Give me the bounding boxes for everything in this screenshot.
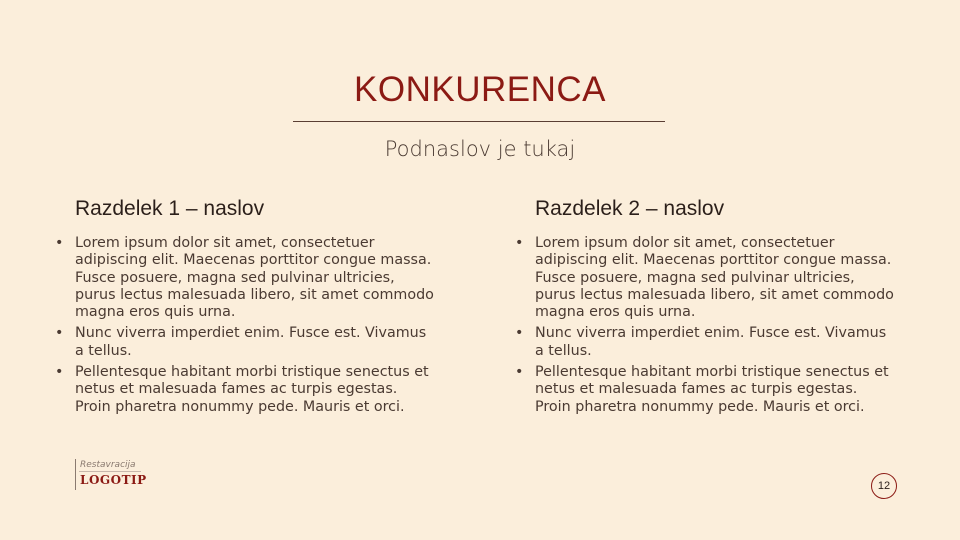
bullet-item: • Pellentesque habitant morbi tristique senectus et netus et malesuada fames ac turpis egestas. Proin pharetra nonummy pede. Mauris et orci. <box>515 364 895 416</box>
logo-tagline: Restavracija <box>80 460 136 470</box>
slide-subtitle: Podnaslov je tukaj <box>384 137 576 161</box>
bullet-item: • Nunc viverra imperdiet enim. Fusce est. Vivamus a tellus. <box>515 325 895 360</box>
section-1-heading: Razdelek 1 – naslov <box>75 197 265 220</box>
section-2 <box>515 197 895 420</box>
section-1 <box>55 197 435 420</box>
title-divider <box>293 121 665 122</box>
page-number: 12 <box>871 473 897 499</box>
slide-title: KONKURENCA <box>354 70 606 109</box>
logo-divider <box>79 471 141 472</box>
bullet-item: • Lorem ipsum dolor sit amet, consectetuer adipiscing elit. Maecenas porttitor congue massa. Fusce posuere, magna sed pulvinar ultricies, purus lectus malesuada libero, sit amet commodo magna eros quis urna. <box>55 235 435 321</box>
section-1-bullet-list <box>55 235 435 416</box>
bullet-item: • Nunc viverra imperdiet enim. Fusce est. Vivamus a tellus. <box>55 325 435 360</box>
section-2-bullet-list <box>515 235 895 416</box>
bullet-item: • Lorem ipsum dolor sit amet, consectetuer adipiscing elit. Maecenas porttitor congue massa. Fusce posuere, magna sed pulvinar ultricies, purus lectus malesuada libero, sit amet commodo magna eros quis urna. <box>515 235 895 321</box>
logo-text: LOGOTIP <box>80 473 147 487</box>
logo <box>75 459 147 490</box>
section-2-heading: Razdelek 2 – naslov <box>535 197 725 220</box>
bullet-item: • Pellentesque habitant morbi tristique senectus et netus et malesuada fames ac turpis egestas. Proin pharetra nonummy pede. Mauris et orci. <box>55 364 435 416</box>
